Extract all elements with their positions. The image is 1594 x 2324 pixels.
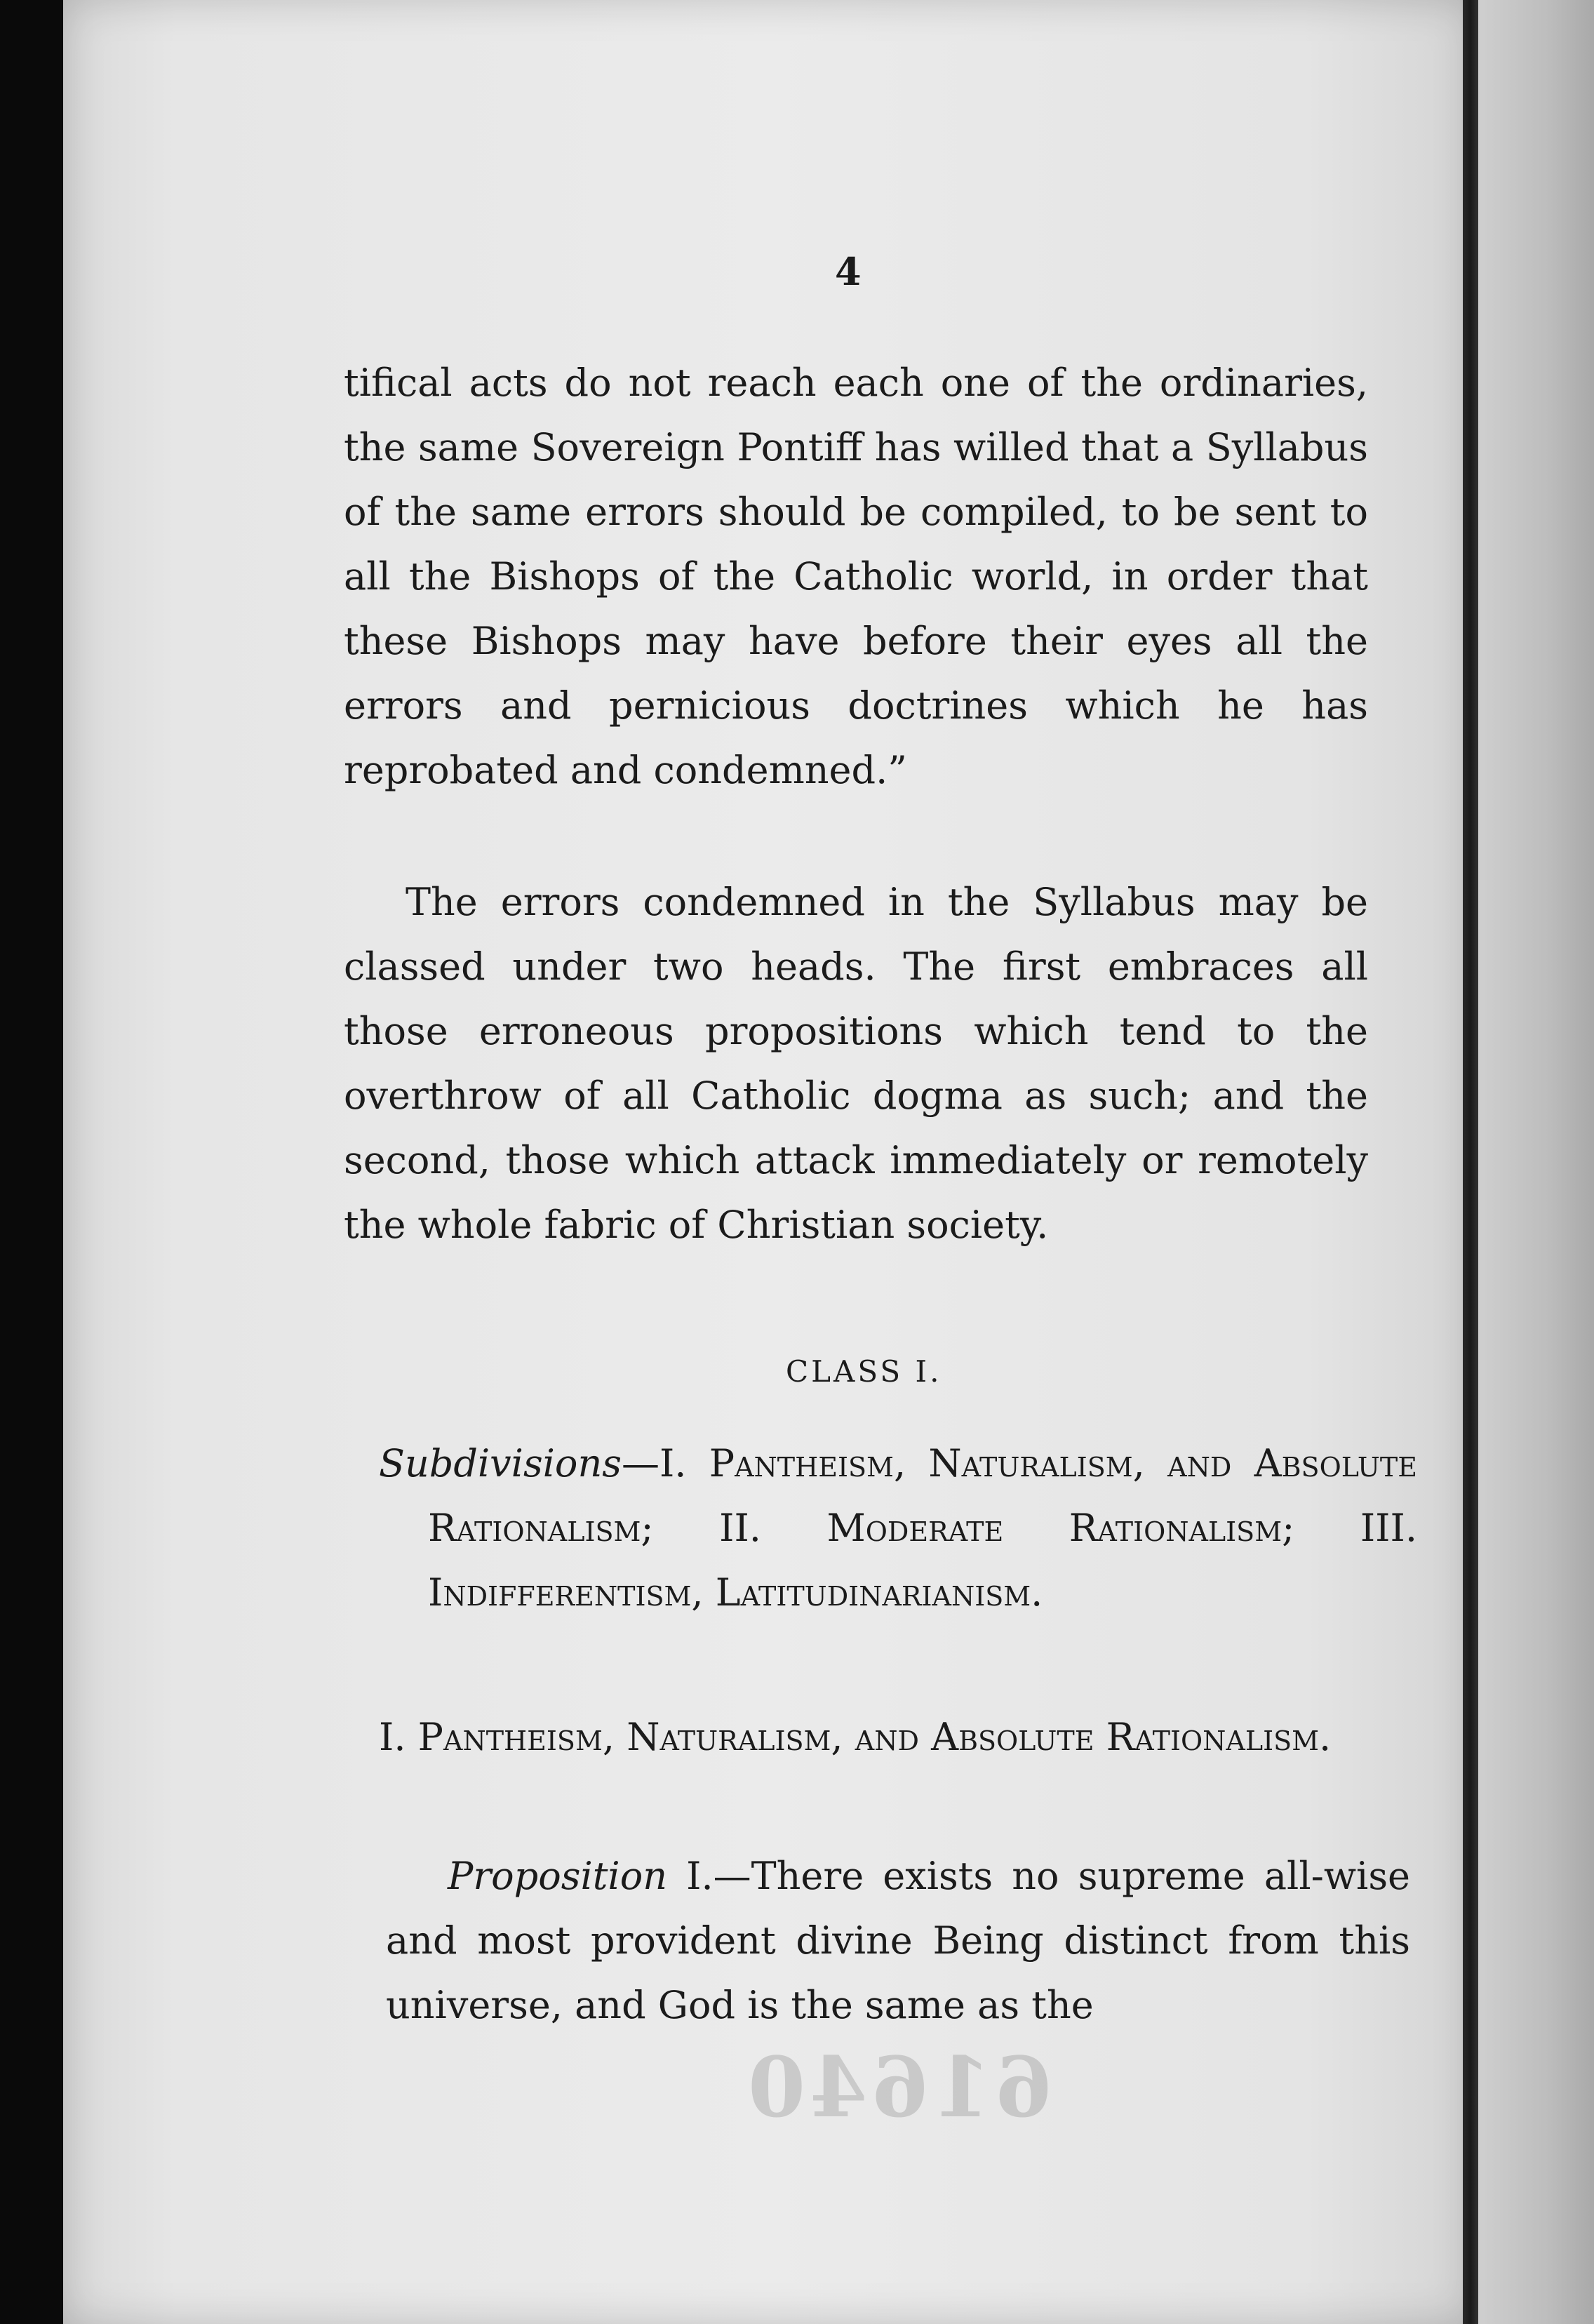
proposition-text: I.—There exists no supreme all-wise and most provident divine Being distinct from this universe, and God is the same as the — [386, 1854, 1410, 2027]
subdivisions — [379, 1431, 1417, 1625]
library-stamp: 61640 — [744, 2038, 1053, 2136]
section-heading: I. Pantheism, Naturalism, and Absolute Rationalism. — [379, 1715, 1332, 1759]
book-page — [63, 0, 1473, 2324]
page-gutter — [1463, 0, 1478, 2324]
proposition-1 — [386, 1844, 1410, 2038]
class-heading: CLASS I. — [786, 1354, 942, 1389]
subdivisions-lead: Subdivisions — [379, 1441, 622, 1485]
page-number: 4 — [835, 249, 862, 294]
adjacent-page-edge — [1478, 0, 1594, 2324]
paragraph-2: The errors condemned in the Syllabus may be classed under two heads. The first embraces all those erroneous propositions which tend to the overthrow of all Catholic dogma as such; and the second, those which attack immediately or remotely the whole fabric of Christian society. — [344, 880, 1368, 1247]
subdivisions-text: —I. Pantheism, Naturalism, and Absolute Rationalism; II. Moderate Rationalism; III. Indifferentism, Latitudinarianism. — [428, 1441, 1417, 1615]
proposition-lead: Proposition — [448, 1854, 667, 1898]
paragraph-1: tifical acts do not reach each one of the ordinaries, the same Sovereign Pontiff has willed that a Syllabus of the same errors should be compiled, to be sent to all the Bishops of the Catholic world, in order that these Bishops may have before their eyes all the errors and pernicious doctrines which he has reprobated and condemned.” — [344, 361, 1368, 792]
